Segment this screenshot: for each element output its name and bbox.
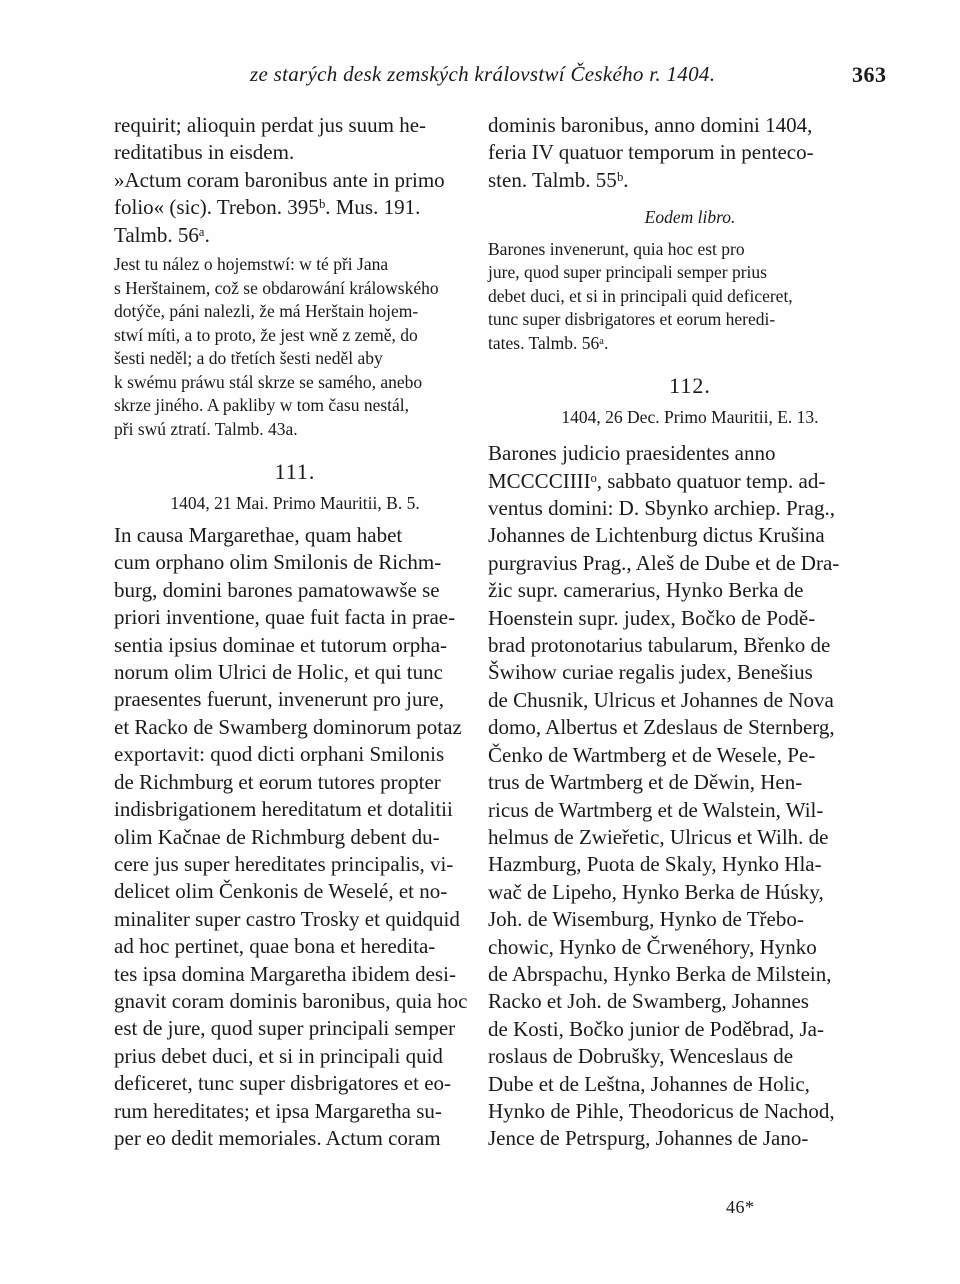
text-line: s Herštainem, což se obdarowání králowského [114,277,439,298]
text-line: est de jure, quod super principali semper [114,1016,456,1041]
czech-summary-paragraph [114,253,476,441]
text-line: prius debet duci, et si in principali quid [114,1043,443,1068]
text-line: per eo dedit memoriales. Actum coram [114,1125,441,1150]
text-line: Šwihow curiae regalis judex, Benešius [488,660,813,685]
text-line: dotýče, páni nalezli, že má Herštain hojem- [114,301,419,322]
text-line: při swú ztratí. Talmb. 43a. [114,418,298,439]
page-header [0,62,960,92]
text-line: Jence de Petrspurg, Johannes de Jano- [488,1126,809,1151]
text-line: jure, quod super principali semper prius [488,262,767,283]
text-line: gnavit coram dominis baronibus, quia hoc [114,988,468,1013]
right-main-paragraph [488,440,892,1153]
text-line: Barones judicio praesidentes anno [488,441,776,466]
text-line: tates. Talmb. 56ᵃ. [488,332,609,353]
text-line: tunc super disbrigatores et eorum heredi- [488,309,776,330]
text-line: ventus domini: D. Sbynko archiep. Prag., [488,496,836,521]
text-line: reditatibus in eisdem. [114,140,295,165]
text-line: et Racko de Swamberg dominorum potaz [114,714,462,739]
text-line: Talmb. 56ᵃ. [114,222,210,247]
text-line: In causa Margarethae, quam habet [114,523,403,548]
text-line: Hoenstein supr. judex, Bočko de Podě- [488,605,816,630]
text-line: delicet olim Čenkonis de Weselé, et no- [114,879,448,904]
text-line: domo, Albertus et Zdeslaus de Sternberg, [488,715,835,740]
text-line: Dube et de Leštna, Johannes de Holic, [488,1071,810,1096]
page-number: 363 [852,62,887,87]
text-line: de Abrspachu, Hynko Berka de Milstein, [488,961,832,986]
signature-mark: 46* [726,1197,755,1217]
text-line: Hazmburg, Puota de Skaly, Hynko Hla- [488,852,822,877]
text-line: priori inventione, quae fuit facta in prae- [114,605,456,630]
right-intro-paragraph [488,112,892,194]
text-line: »Actum coram baronibus ante in primo [114,167,445,192]
text-line: Jest tu nález o hojemstwí: w té při Jana [114,254,389,275]
left-intro-paragraph [114,112,476,249]
text-line: burg, domini barones pamatowawše se [114,577,440,602]
text-line: Barones invenerunt, quia hoc est pro [488,238,745,259]
text-line: stwí míti, a to proto, že jest wně z země, do [114,324,418,345]
text-line: deficeret, tunc super disbrigatores et eo- [114,1071,452,1096]
text-line: roslaus de Dobrušky, Wenceslaus de [488,1044,794,1069]
text-line: sentia ipsius dominae et tutorum orpha- [114,632,448,657]
text-line: de Chusnik, Ulricus et Johannes de Nova [488,687,834,712]
text-line: wač de Lipeho, Hynko Berka de Húsky, [488,879,824,904]
text-line: Hynko de Pihle, Theodoricus de Nachod, [488,1098,835,1123]
text-line: žic supr. camerarius, Hynko Berka de [488,578,804,603]
left-column [114,112,476,1152]
text-line: norum olim Ulrici de Holic, et qui tunc [114,660,443,685]
text-line: Čenko de Wartmberg et de Wesele, Pe- [488,742,816,767]
left-main-paragraph [114,522,476,1152]
text-line: cum orphano olim Smilonis de Richm- [114,550,442,575]
text-line: chowic, Hynko de Črwenéhory, Hynko [488,934,817,959]
text-line: k swému práwu stál skrze se samého, anebo [114,371,423,392]
text-line: Joh. de Wisemburg, Hynko de Třebo- [488,907,804,932]
text-line: feria IV quatuor temporum in penteco- [488,140,814,165]
text-line: olim Kačnae de Richmburg debent du- [114,824,440,849]
right-column [488,112,892,1153]
text-line: minaliter super castro Trosky et quidquid [114,906,460,931]
text-line: rum hereditates; et ipsa Margaretha su- [114,1098,442,1123]
text-line: dominis baronibus, anno domini 1404, [488,113,813,137]
document-date: 1404, 26 Dec. Primo Mauritii, E. 13. [561,407,819,428]
source-note: Eodem libro. [644,207,736,228]
document-date: 1404, 21 Mai. Primo Mauritii, B. 5. [170,493,420,514]
text-line: praesentes fuerunt, invenerunt pro jure, [114,687,445,712]
text-line: purgravius Prag., Aleš de Dube et de Dra- [488,550,840,575]
text-line: requirit; alioquin perdat jus suum he- [114,113,427,137]
text-line: debet duci, et si in principali quid deficeret, [488,285,793,306]
document-number: 111. [274,459,316,485]
text-line: Racko et Joh. de Swamberg, Johannes [488,989,809,1014]
text-line: indisbrigationem hereditatum et dotalitii [114,797,453,822]
text-line: cere jus super hereditates principalis, vi- [114,851,454,876]
text-line: de Kosti, Bočko junior de Poděbrad, Ja- [488,1016,824,1041]
text-line: helmus de Zwieřetic, Ulricus et Wilh. de [488,824,829,849]
text-line: šesti neděl; a do třetích šesti neděl aby [114,348,383,369]
document-number: 112. [669,373,711,399]
text-line: trus de Wartmberg et de Děwin, Hen- [488,770,803,795]
right-small-paragraph [488,238,892,356]
running-title: ze starých desk zemských královstwí Českého r. 1404. [250,62,716,86]
text-line: exportavit: quod dicti orphani Smilonis [114,742,445,767]
text-line: skrze jiného. A pakliby w tom času nestál, [114,395,410,416]
text-line: sten. Talmb. 55ᵇ. [488,167,629,192]
text-line: de Richmburg et eorum tutores propter [114,769,441,794]
text-line: ad hoc pertinet, quae bona et heredita- [114,934,436,959]
text-line: tes ipsa domina Margaretha ibidem desi- [114,961,456,986]
text-line: folio« (sic). Trebon. 395ᵇ. Mus. 191. [114,195,421,220]
text-line: Johannes de Lichtenburg dictus Krušina [488,523,825,548]
text-line: brad protonotarius tabularum, Břenko de [488,633,831,658]
text-line: ricus de Wartmberg et de Walstein, Wil- [488,797,824,822]
text-line: MCCCCIIIIᵒ, sabbato quatuor temp. ad- [488,468,826,493]
